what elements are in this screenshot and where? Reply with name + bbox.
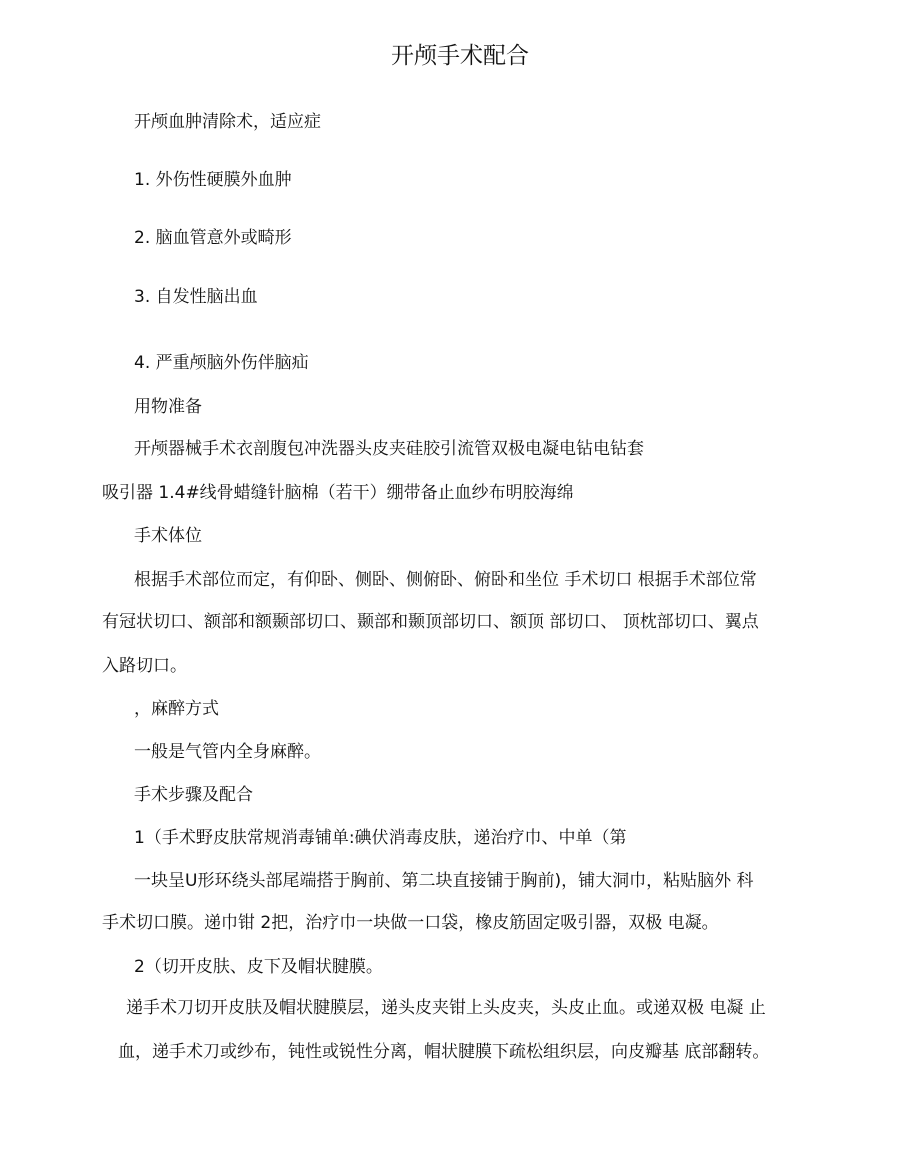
paragraph-line: 2（切开皮肤、皮下及帽状腱膜。 — [134, 957, 383, 977]
list-item: 1. 外伤性硬膜外血肿 — [134, 170, 292, 190]
paragraph-line: 一块呈U形环绕头部尾端搭于胸前、第二块直接铺于胸前)，铺大洞巾，粘贴脑外 科 — [134, 871, 754, 891]
paragraph-line: 一般是气管内全身麻醉。 — [134, 742, 321, 762]
position-heading: 手术体位 — [134, 526, 202, 546]
supplies-heading: 用物准备 — [134, 397, 202, 417]
list-item: 4. 严重颅脑外伤伴脑疝 — [134, 353, 309, 373]
paragraph-line: 开颅器械手术衣剖腹包冲洗器头皮夹硅胶引流管双极电凝电钻电钻套 — [134, 439, 644, 459]
paragraph-line: 吸引器 1.4#线骨蜡缝针脑棉（若干）绷带备止血纱布明胶海绵 — [102, 483, 574, 503]
list-item: 3. 自发性脑出血 — [134, 287, 258, 307]
paragraph-line: 有冠状切口、额部和额颞部切口、颞部和颞顶部切口、额顶 部切口、 顶枕部切口、翼点 — [102, 612, 759, 632]
paragraph-line: 根据手术部位而定，有仰卧、侧卧、侧俯卧、俯卧和坐位 手术切口 根据手术部位常 — [134, 570, 757, 590]
steps-heading: 手术步骤及配合 — [134, 785, 253, 805]
paragraph-line: 1（手术野皮肤常规消毒铺单:碘伏消毒皮肤，递治疗巾、中单（第 — [134, 828, 627, 848]
indication-heading: 开颅血肿清除术，适应症 — [134, 112, 321, 132]
paragraph-line: 递手术刀切开皮肤及帽状腱膜层，递头皮夹钳上头皮夹，头皮止血。或递双极 电凝 止 — [126, 998, 766, 1018]
page-title: 开颅手术配合 — [391, 43, 529, 69]
anesthesia-heading: ，麻醉方式 — [134, 699, 219, 719]
paragraph-line: 血，递手术刀或纱布，钝性或锐性分离，帽状腱膜下疏松组织层，向皮瓣基 底部翻转。 — [118, 1042, 770, 1062]
paragraph-line: 手术切口膜。递巾钳 2把，治疗巾一块做一口袋，橡皮筋固定吸引器，双极 电凝。 — [102, 913, 719, 933]
paragraph-line: 入路切口。 — [102, 656, 187, 676]
list-item: 2. 脑血管意外或畸形 — [134, 228, 292, 248]
